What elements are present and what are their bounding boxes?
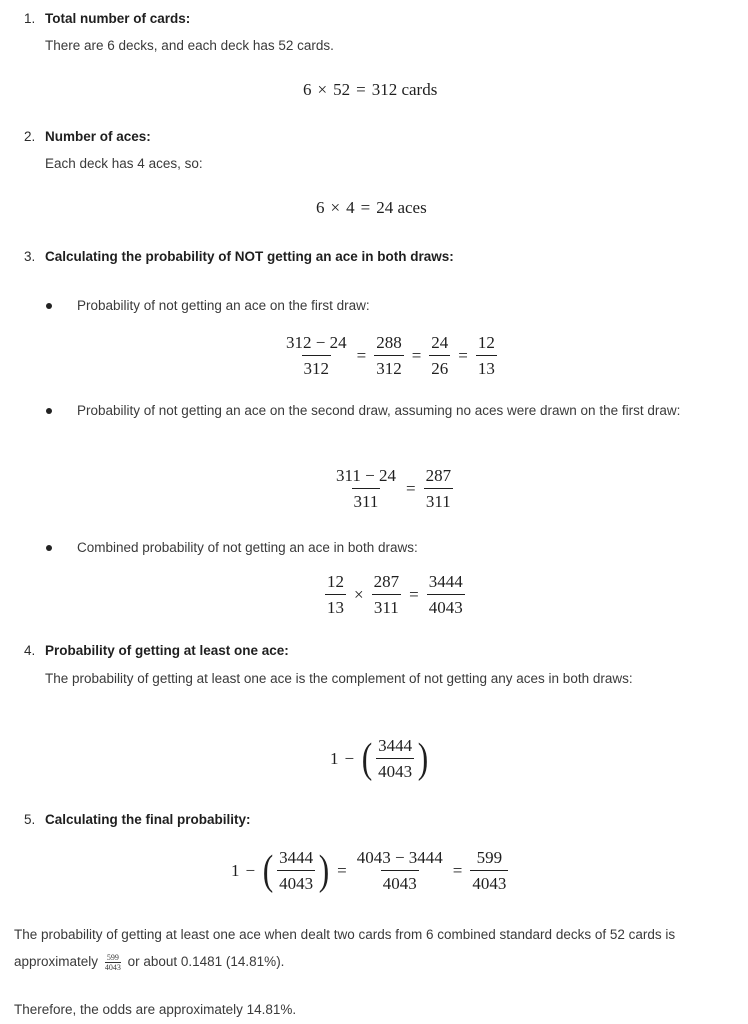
fraction <box>476 333 497 379</box>
minus: − <box>344 749 355 768</box>
denominator: 312 <box>302 355 332 379</box>
fraction <box>334 466 398 512</box>
one: 1 <box>330 749 339 768</box>
equation-complement <box>330 736 430 782</box>
step-4-text: The probability of getting at least one ace is the complement of not getting any aces in both draws: <box>45 671 633 686</box>
eq2-eq: = <box>360 198 371 217</box>
bullet-2-text: Probability of not getting an ace on the second draw, assuming no aces were drawn on the first draw: <box>77 403 681 418</box>
fraction <box>376 736 414 782</box>
denominator: 311 <box>372 594 401 618</box>
eq1-a: 6 <box>303 80 312 99</box>
denominator: 311 <box>352 488 381 512</box>
equals: = <box>337 861 347 880</box>
denominator: 4043 <box>277 870 315 894</box>
minus: − <box>245 861 256 880</box>
numerator: 311 − 24 <box>336 466 396 485</box>
inline-fraction <box>105 953 121 972</box>
left-paren: ( <box>262 848 274 894</box>
step-1-text: There are 6 decks, and each deck has 52 cards. <box>45 38 334 53</box>
bullet-1-text: Probability of not getting an ace on the first draw: <box>77 298 370 313</box>
numerator: 287 <box>425 466 452 485</box>
step-3-number: 3. <box>24 249 36 264</box>
eq2-b: 4 <box>346 198 355 217</box>
final-statement: Therefore, the odds are approximately 14.81%. <box>14 1002 297 1017</box>
left-paren: ( <box>361 736 373 782</box>
one: 1 <box>231 861 240 880</box>
denominator: 4043 <box>470 870 508 894</box>
fraction <box>470 848 508 894</box>
step-4-title: Probability of getting at least one ace: <box>45 643 289 658</box>
step-2-title: Number of aces: <box>45 129 151 144</box>
step-1-number: 1. <box>24 11 36 26</box>
fraction <box>429 333 450 379</box>
fraction <box>355 848 445 894</box>
times: × <box>354 585 364 604</box>
conclusion-text <box>14 921 734 975</box>
eq1-op: × <box>317 80 328 99</box>
fraction <box>427 572 465 618</box>
denominator: 4043 <box>427 594 465 618</box>
right-paren: ) <box>417 736 429 782</box>
numerator: 312 − 24 <box>286 333 347 352</box>
step-2-number: 2. <box>24 129 36 144</box>
bullet-dot <box>46 545 52 551</box>
numerator: 3444 <box>378 736 413 755</box>
equation-total-aces <box>316 198 427 218</box>
step-1-title: Total number of cards: <box>45 11 191 26</box>
bullet-dot <box>46 408 52 414</box>
eq1-b: 52 <box>333 80 351 99</box>
bullet-dot <box>46 303 52 309</box>
eq1-eq: = <box>356 80 366 99</box>
conclusion-after: or about 0.1481 (14.81%). <box>127 954 285 969</box>
equals: = <box>356 346 367 365</box>
step-5-number: 5. <box>24 812 36 827</box>
step-4-number: 4. <box>24 643 36 658</box>
fraction <box>284 333 349 379</box>
denominator: 311 <box>424 488 453 512</box>
equation-combined <box>323 572 467 618</box>
numerator: 12 <box>477 333 495 352</box>
inline-numerator: 599 <box>106 952 119 962</box>
numerator: 3444 <box>428 572 463 591</box>
numerator: 4043 − 3444 <box>356 848 443 867</box>
eq2-op: × <box>330 198 341 217</box>
numerator: 24 <box>431 333 449 352</box>
numerator: 599 <box>476 848 503 867</box>
step-2-text: Each deck has 4 aces, so: <box>45 156 203 171</box>
equals: = <box>409 585 419 604</box>
numerator: 287 <box>373 572 400 591</box>
equation-first-draw <box>282 333 499 379</box>
equals: = <box>452 861 463 880</box>
equals: = <box>458 346 468 365</box>
denominator: 13 <box>476 355 497 379</box>
fraction <box>372 572 402 618</box>
fraction <box>325 572 346 618</box>
right-paren: ) <box>318 848 330 894</box>
denominator: 4043 <box>381 870 419 894</box>
bullet-3-text: Combined probability of not getting an ace in both draws: <box>77 540 418 555</box>
fraction <box>424 466 454 512</box>
eq2-result: 24 aces <box>376 198 427 217</box>
equals: = <box>405 479 416 498</box>
inline-denominator: 4043 <box>104 962 121 972</box>
equation-second-draw <box>332 466 455 512</box>
step-5-title: Calculating the final probability: <box>45 812 251 827</box>
numerator: 288 <box>376 333 402 352</box>
step-3-title: Calculating the probability of NOT getting an ace in both draws: <box>45 249 454 264</box>
numerator: 12 <box>327 572 344 591</box>
denominator: 13 <box>325 594 346 618</box>
numerator: 3444 <box>279 848 314 867</box>
equals: = <box>411 346 422 365</box>
conclusion-before: The probability of getting at least one ace when dealt two cards from 6 combined standard decks of 52 cards is approximately <box>14 927 676 969</box>
equation-total-cards <box>303 80 437 100</box>
denominator: 26 <box>429 355 450 379</box>
fraction <box>277 848 315 894</box>
fraction <box>374 333 404 379</box>
denominator: 4043 <box>376 758 414 782</box>
eq2-a: 6 <box>316 198 325 217</box>
equation-final <box>231 848 510 894</box>
eq1-result: 312 cards <box>371 80 438 99</box>
denominator: 312 <box>374 355 404 379</box>
